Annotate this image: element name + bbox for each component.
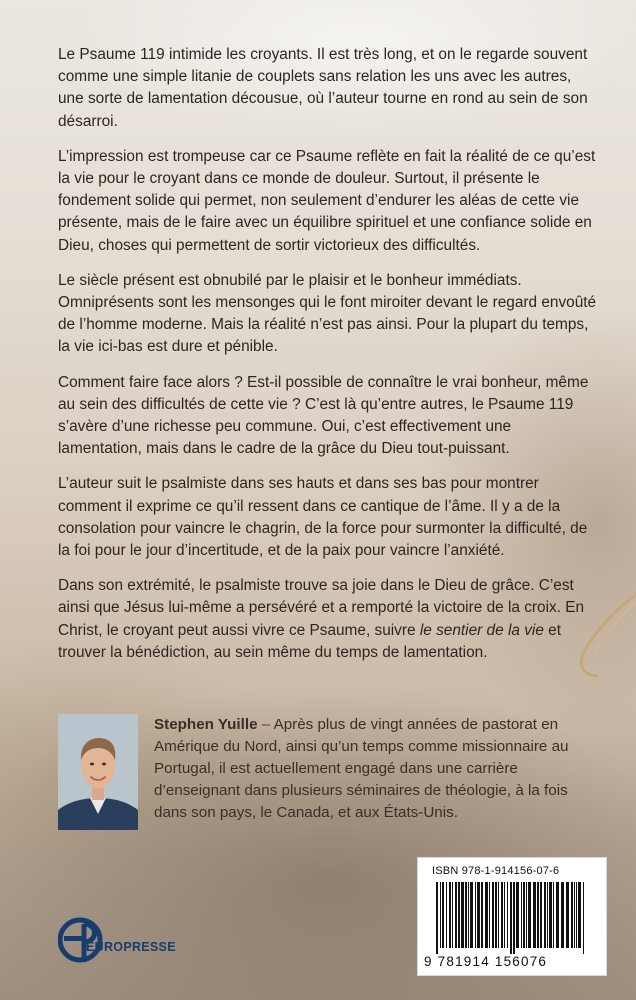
barcode-bar [583,882,584,954]
barcode-bar [549,882,552,948]
publisher-name: EUROPRESSE [86,940,176,954]
publisher-logo [58,912,208,972]
barcode-bar [498,882,499,948]
barcode-bar [556,882,559,948]
barcode-bar [507,882,508,948]
barcode-bar [485,882,488,948]
barcode-bar [574,882,575,948]
paragraph-6 [58,575,598,664]
barcode-bar [492,882,494,948]
author-photo [58,714,138,830]
barcode-bar [475,882,476,948]
isbn-barcode [417,857,607,976]
paragraph-6-start: Dans son extrémité, le psalmiste trouve sa joie dans le Dieu de grâce. C’est ainsi que Jésus lui-même a persévéré et a remporté la victoire de la croix. En Christ, le croyant peut aussi vivre ce Psaume, suivre [58,577,585,639]
isbn-label: ISBN 978-1-914156-07-6 [432,865,560,877]
barcode-bar [442,882,444,948]
author-name: Stephen Yuille [154,716,258,733]
barcode-bar [504,882,505,948]
back-cover-text [58,44,598,677]
paragraph-6-emphasis: le sentier de la vie [419,621,544,639]
barcode-bar [526,882,527,948]
barcode-bar [523,882,525,948]
paragraph-5: L’auteur suit le psalmiste dans ses hauts et dans ses bas pour montrer comment il exprime ce qu’il ressent dans ce cantique de l’âme. Il y a de la consolation pour vaincre le chagrin, de la force pour surmonter la difficulté, de la foi pour le jour d’incertitude, et de la paix pour vaincre l’anxiété. [58,475,588,560]
barcode-bar [495,882,497,948]
paragraph-4: Comment faire face alors ? Est-il possible de connaître le vrai bonheur, même au sein des difficultés de cette vie ? C’est là qu’entre autres, le Psaume 119 s’avère d’une richesse peu commune. Oui, c’est effectivement une lamentation, mais dans le cadre de la grâce du Dieu tout-puissant. [58,373,589,458]
barcode-bar [446,882,447,948]
barcode-bar [528,882,531,948]
barcode-bar [461,882,464,948]
barcode-bar [449,882,451,948]
barcode-bar [436,882,438,954]
barcode-digits: 9 781914 156076 [424,954,548,969]
barcode-icon [432,882,592,954]
barcode-bar [576,882,577,948]
barcode-bar [458,882,460,948]
author-bio [154,714,602,824]
barcode-bar [455,882,457,948]
barcode-bar [481,882,483,948]
barcode-bar [537,882,539,948]
barcode-bar [501,882,503,948]
barcode-bar [452,882,453,948]
barcode-bar [468,882,469,948]
barcode-bar [516,882,519,948]
author-portrait-icon [58,714,138,830]
barcode-bar [578,882,581,948]
barcode-bar [544,882,546,948]
barcode-bar [547,882,548,948]
barcode-bar [540,882,542,948]
barcode-bar [533,882,536,948]
barcode-bar [553,882,554,948]
paragraph-6-end: et trouver la bénédiction, au sein même du temps de lamentation. [58,621,562,661]
barcode-bar [470,882,473,948]
barcode-bar [521,882,522,948]
barcode-bar [477,882,480,948]
barcode-bar [440,882,441,948]
paragraph-2: L’impression est trompeuse car ce Psaume reflète en fait la réalité de ce qu’est la vie pour le croyant dans ce monde de douleur. Surtout, il présente le fondement solide qui permet, non seulement d’endurer les aléas de cette vie présente, mais de le faire avec un équilibre spirituel et une confiance solide en Dieu, choses qui permettent de sortir victorieux des difficultés. [58,147,596,254]
paragraph-1: Le Psaume 119 intimide les croyants. Il est très long, et on le regarde souvent comme une simple litanie de couplets sans relation les uns avec les autres, une sorte de lamentation décousue, où l’auteur tourne en rond au sein de son désarroi. [58,46,588,130]
barcode-bar [566,882,569,948]
barcode-bar [465,882,467,948]
barcode-bar [510,882,512,954]
barcode-bar [513,882,515,954]
author-dash: – [257,716,274,733]
barcode-bar [561,882,564,948]
barcode-bar [489,882,490,948]
author-section [58,714,602,834]
paragraph-3: Le siècle présent est obnubilé par le plaisir et le bonheur immédiats. Omniprésents sont les mensonges qui le font miroiter devant le regard envoûté de l’homme moderne. Mais la réalité n’est pas ainsi. Pour la plupart du temps, la vie ici-bas est dure et pénible. [58,271,597,356]
author-bio-text: Après plus de vingt années de pastorat en Amérique du Nord, ainsi qu’un temps comme missionnaire au Portugal, il est actuellement engagé dans une carrière d’enseignant dans plusieurs séminaires de théologie, à la fois dans son pays, le Canada, et aux États-Unis. [154,716,569,821]
barcode-bar [571,882,573,948]
